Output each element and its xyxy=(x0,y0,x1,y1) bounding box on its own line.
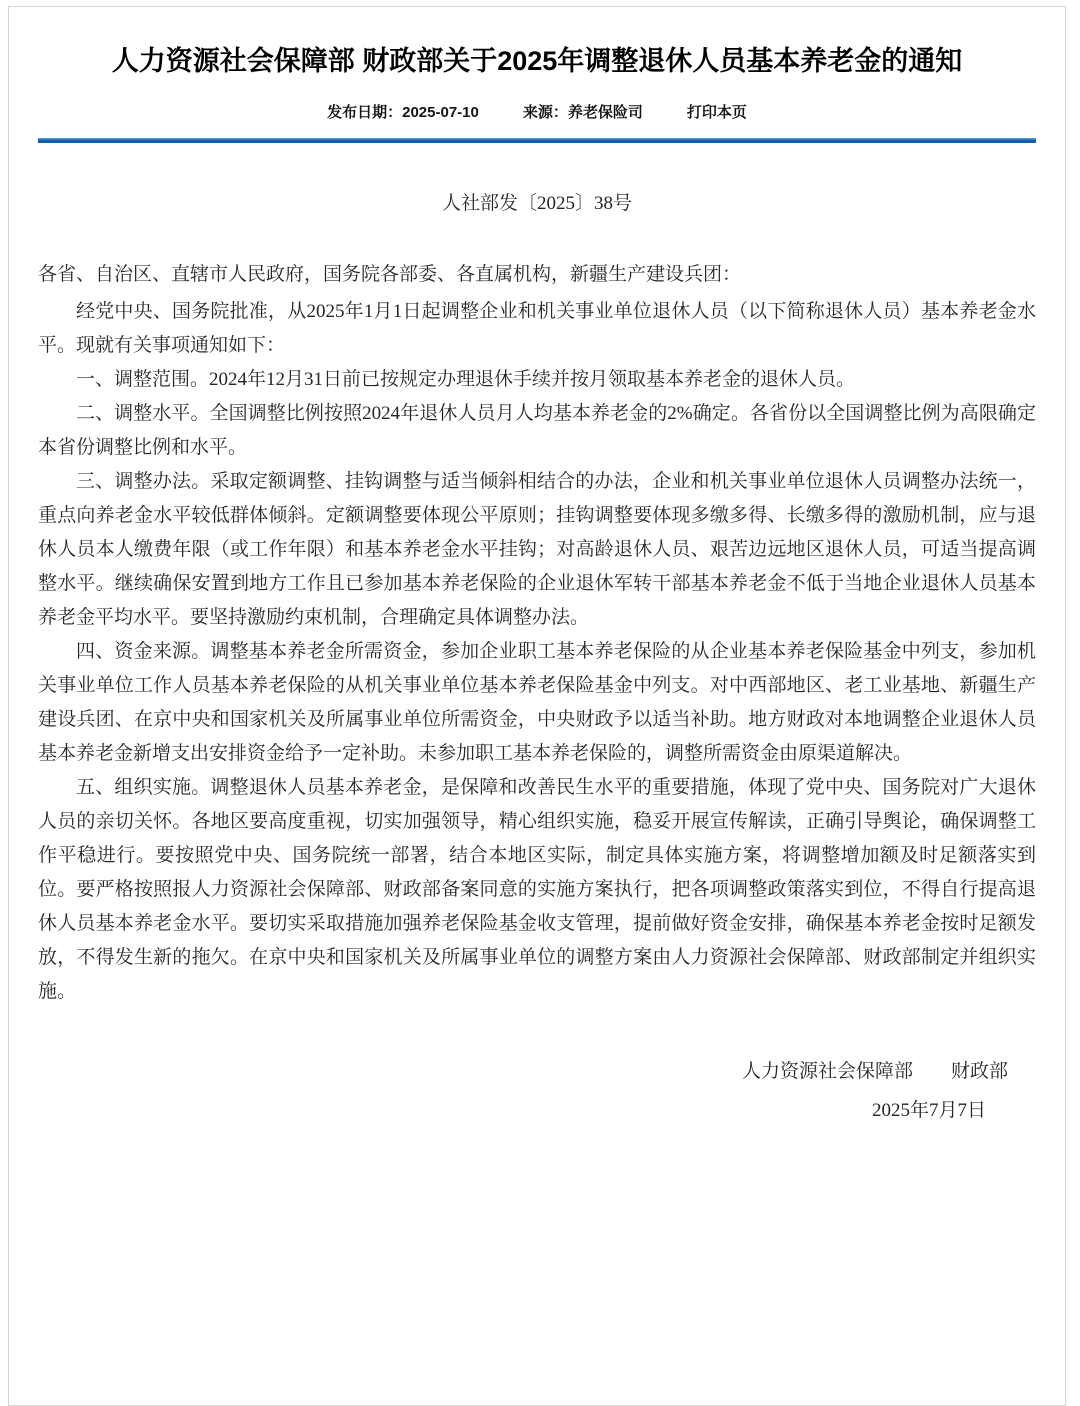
salutation: 各省、自治区、直辖市人民政府，国务院各部委、各直属机构，新疆生产建设兵团： xyxy=(38,264,742,285)
notice-paragraph-item5: 五、组织实施。调整退休人员基本养老金，是保障和改善民生水平的重要措施，体现了党中央、国务院对广大退休人员的亲切关怀。各地区要高度重视，切实加强领导，精心组织实施，稳妥开展宣传解读，正确引导舆论，确保调整工作平稳进行。要按照党中央、国务院统一部署，结合本地区实际，制定具体实施方案，将调整增加额及时足额落实到位。要严格按照报人力资源社会保障部、财政部备案同意的实施方案执行，把各项调整政策落实到位，不得自行提高退休人员基本养老金水平。要切实采取措施加强养老保险基金收支管理，提前做好资金安排，确保基本养老金按时足额发放，不得发生新的拖欠。在京中央和国家机关及所属事业单位的调整方案由人力资源社会保障部、财政部制定并组织实施。 xyxy=(38,777,1036,1002)
signature-agencies: 人力资源社会保障部 财政部 xyxy=(741,1061,1008,1082)
signature-date: 2025年7月7日 xyxy=(871,1100,986,1121)
page-title: 人力资源社会保障部 财政部关于2025年调整退休人员基本养老金的通知 xyxy=(111,46,963,76)
blue-divider xyxy=(38,138,1036,143)
notice-paragraph-item4: 四、资金来源。调整基本养老金所需资金，参加企业职工基本养老保险的从企业基本养老保险基金中列支，参加机关事业单位工作人员基本养老保险的从机关事业单位基本养老保险基金中列支。对中西部地区、老工业基地、新疆生产建设兵团、在京中央和国家机关及所属事业单位所需资金，中央财政予以适当补助。地方财政对本地调整企业退休人员基本养老金新增支出安排资金给予一定补助。未参加职工基本养老保险的，调整所需资金由原渠道解决。 xyxy=(38,641,1036,764)
publish-date-value: 2025-07-10 xyxy=(402,104,479,121)
source xyxy=(523,101,643,122)
document-number: 人社部发〔2025〕38号 xyxy=(441,193,632,214)
notice-paragraph-item3: 三、调整办法。采取定额调整、挂钩调整与适当倾斜相结合的办法，企业和机关事业单位退休人员调整办法统一，重点向养老金水平较低群体倾斜。定额调整要体现公平原则；挂钩调整要体现多缴多得、长缴多得的激励机制，应与退休人员本人缴费年限（或工作年限）和基本养老金水平挂钩；对高龄退休人员、艰苦边远地区退休人员，可适当提高调整水平。继续确保安置到地方工作且已参加基本养老保险的企业退休军转干部基本养老金不低于当地企业退休人员基本养老金平均水平。要坚持激励约束机制，合理确定具体调整办法。 xyxy=(38,471,1036,628)
notice-paragraph-intro: 经党中央、国务院批准，从2025年1月1日起调整企业和机关事业单位退休人员（以下简称退休人员）基本养老金水平。现就有关事项通知如下： xyxy=(38,301,1036,356)
meta-bar xyxy=(38,101,1036,122)
print-page-link[interactable]: 打印本页 xyxy=(686,104,747,121)
notice-paragraph-item2: 二、调整水平。全国调整比例按照2024年退休人员月人均基本养老金的2%确定。各省份以全国调整比例为高限确定本省份调整比例和水平。 xyxy=(38,403,1036,458)
notice-paragraph-item1: 一、调整范围。2024年12月31日前已按规定办理退休手续并按月领取基本养老金的退休人员。 xyxy=(76,369,856,390)
source-value: 养老保险司 xyxy=(567,104,643,121)
publish-date-label: 发布日期： xyxy=(327,104,403,121)
publish-date xyxy=(327,101,479,122)
document-page xyxy=(8,6,1066,1406)
document-body xyxy=(38,258,1036,1009)
source-label: 来源： xyxy=(522,104,568,121)
